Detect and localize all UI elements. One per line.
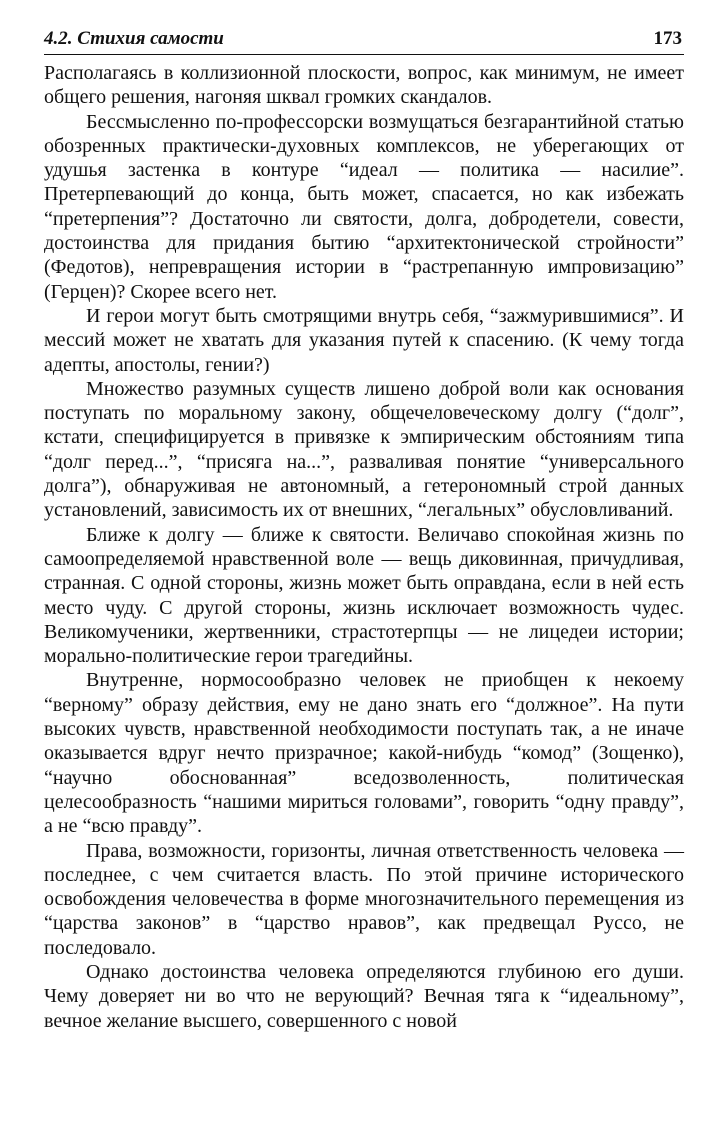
- paragraph: Однако достоинства человека определяются глубиною его души. Чему доверяет ни во что не верующий? Вечная тяга к “идеальному”, вечное желание высшего, совершенного с новой: [44, 960, 684, 1032]
- paragraph: Множество разумных существ лишено доброй воли как основания поступать по моральному закону, общечеловеческому долгу (“долг”, кстати, специфицируется в привязке к эмпирическим обстояниям типа “долг перед...”, “присяга на...”, разваливая понятие “универсального долга”), обнаруживая не автономный, а гетерономный строй данных установлений, зависимость их от внешних, “легальных” обусловливаний.: [44, 377, 684, 522]
- running-header: [44, 28, 684, 55]
- paragraph: Ближе к долгу — ближе к святости. Величаво спокойная жизнь по самоопределяемой нравственной воле — вещь диковинная, причудливая, странная. С одной стороны, жизнь может быть оправдана, если в ней есть место чуду. С другой стороны, жизнь исключает возможность чудес. Великомученики, жертвенники, страстотерпцы — не лицедеи истории; морально-политические герои трагедийны.: [44, 523, 684, 668]
- paragraph: И герои могут быть смотрящими внутрь себя, “зажмурившимися”. И мессий может не хватать для указания путей к спасению. (К чему тогда адепты, апостолы, гении?): [44, 304, 684, 376]
- page-number: 173: [653, 28, 682, 49]
- paragraph: Права, возможности, горизонты, личная ответственность человека — последнее, с чем считается власть. По этой причине исторического освобождения человечества в форме многозначительного перемещения из “царства законов” в “царство нравов”, как предвещал Руссо, не последовало.: [44, 839, 684, 959]
- body-text: [44, 61, 684, 1033]
- paragraph: Внутренне, нормосообразно человек не приобщен к некоему “верному” образу действия, ему не дано знать его “должное”. На пути высоких чувств, нравственной необходимости поступать так, а не иначе оказывается вдруг нечто призрачное; какой-нибудь “комод” (Зощенко), “научно обоснованная” вседозволенность, политическая целесообразность “нашими мириться головами”, говорить “одну правду”, а не “всю правду”.: [44, 669, 684, 838]
- paragraph: Бессмысленно по-профессорски возмущаться безгарантийной статью обозренных практически-духовных комплексов, не уберегающих от удушья застенка в контуре “идеал — политика — насилие”. Претерпевающий до конца, быть может, спасается, но как избежать “претерпения”? Достаточно ли святости, долга, добродетели, совести, достоинства для придания бытию “архитектонической стройности” (Федотов), непревращения истории в “растрепанную импровизацию” (Герцен)? Скорее всего нет.: [44, 110, 684, 303]
- paragraph: Располагаясь в коллизионной плоскости, вопрос, как минимум, не имеет общего решения, нагоняя шквал громких скандалов.: [44, 62, 684, 109]
- section-title: 4.2. Стихия самости: [44, 28, 224, 49]
